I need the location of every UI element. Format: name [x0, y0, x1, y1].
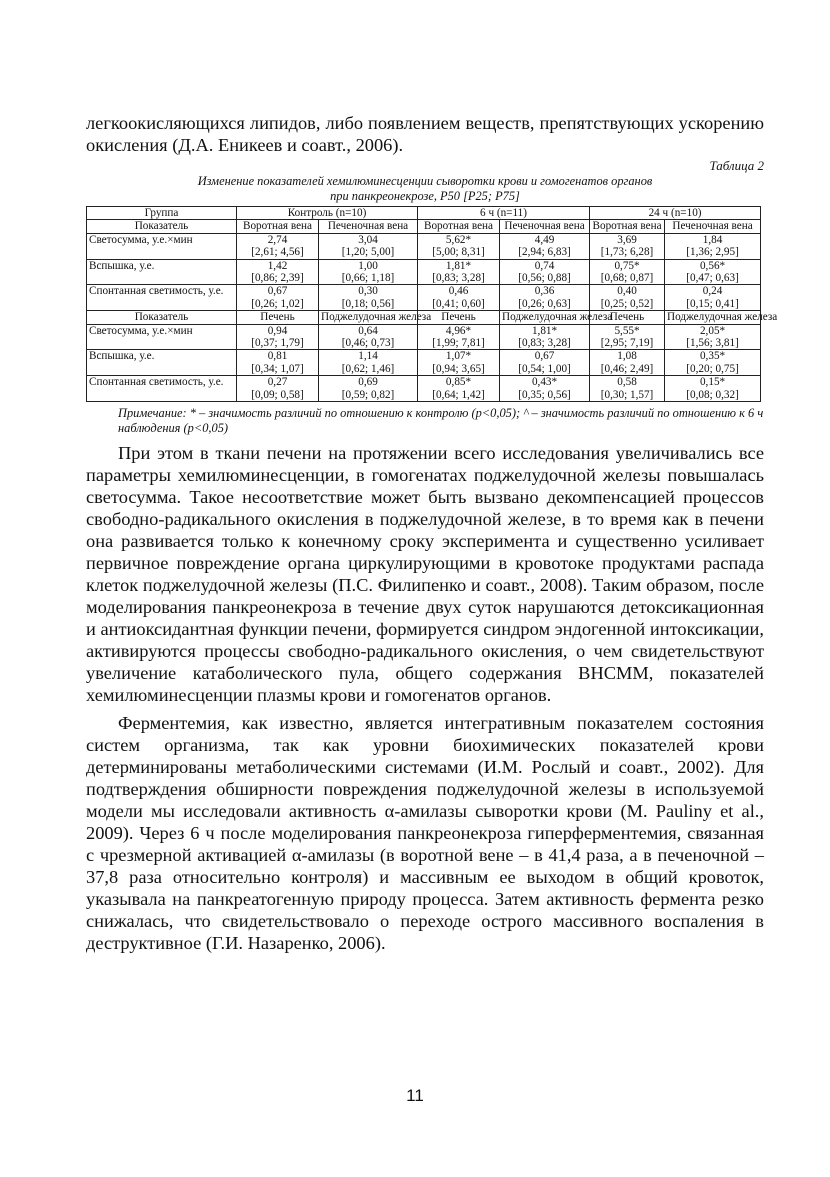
interquartile-range: [0,68; 0,87] — [600, 272, 654, 285]
interquartile-range: [0,46; 0,73] — [341, 337, 395, 350]
value-cell — [590, 350, 665, 376]
row-label-cell: Светосумма, у.е.×мин — [87, 233, 237, 259]
interquartile-range: [0,30; 1,57] — [600, 388, 654, 401]
interquartile-range: [2,94; 6,83] — [518, 246, 571, 259]
column-header-cell: Печеночная вена — [500, 220, 590, 233]
table-group-row — [87, 207, 761, 220]
value-cell — [237, 350, 319, 376]
median-value: 0,30 — [358, 285, 378, 298]
interquartile-range: [0,18; 0,56] — [341, 297, 395, 310]
table-row — [87, 376, 761, 402]
value-cell — [665, 376, 761, 402]
interquartile-range: [0,54; 1,00] — [518, 362, 571, 375]
value-cell — [665, 259, 761, 285]
value-cell — [665, 350, 761, 376]
value-cell — [418, 233, 500, 259]
value-cell — [319, 233, 418, 259]
interquartile-range: [1,73; 6,28] — [600, 246, 654, 259]
interquartile-range: [0,26; 0,63] — [518, 297, 571, 310]
table-caption-line2: при панкреонекрозе, P50 [P25; P75] — [330, 189, 520, 203]
interquartile-range: [1,20; 5,00] — [341, 246, 395, 259]
median-value: 0,35* — [699, 350, 726, 363]
column-header-cell: Печеночная вена — [665, 220, 761, 233]
median-value: 0,46 — [448, 285, 469, 298]
page-content — [86, 112, 778, 954]
interquartile-range: [0,94; 3,65] — [432, 362, 485, 375]
value-cell — [237, 324, 319, 350]
interquartile-range: [0,35; 0,56] — [518, 388, 571, 401]
value-cell — [500, 285, 590, 311]
column-header-cell: Поджелудочная железа — [665, 311, 761, 324]
intro-paragraph: легкоокисляющихся липидов, либо появлением веществ, препятствующих ускорению окисления (Д.А. Еникеев и соавт., 2006). — [86, 113, 764, 155]
median-value: 5,55* — [614, 324, 640, 337]
value-cell — [319, 285, 418, 311]
median-value: 0,64 — [358, 324, 378, 337]
interquartile-range: [0,62; 1,46] — [341, 362, 395, 375]
median-value: 1,08 — [617, 350, 637, 363]
interquartile-range: [0,56; 0,88] — [518, 272, 571, 285]
table-note — [86, 406, 764, 436]
group-cell: 6 ч (n=11) — [418, 207, 590, 220]
column-header-cell: Печень — [237, 311, 319, 324]
value-cell — [500, 350, 590, 376]
interquartile-range: [0,83; 3,28] — [432, 272, 485, 285]
median-value: 0,15* — [699, 376, 726, 389]
table-row — [87, 350, 761, 376]
median-value: 1,07* — [445, 350, 472, 363]
median-value: 0,56* — [699, 259, 726, 272]
median-value: 4,96* — [445, 324, 472, 337]
median-value: 0,24 — [702, 285, 723, 298]
median-value: 2,05* — [699, 324, 726, 337]
column-header-cell: Поджелудочная железа — [319, 311, 418, 324]
interquartile-range: [0,41; 0,60] — [432, 297, 485, 310]
value-cell — [665, 233, 761, 259]
value-cell — [319, 376, 418, 402]
row-label-cell: Светосумма, у.е.×мин — [87, 324, 237, 350]
interquartile-range: [0,59; 0,82] — [341, 388, 395, 401]
value-cell — [418, 285, 500, 311]
paragraph-2: Ферментемия, как известно, является интегративным показателем состояния систем организма, так как уровни биохимических показателей крови детерминированы метаболическими системами (И.М. Рослый и соавт., 2002). Для подтверждения обширности повреждения поджелудочной железы в используемой модели мы исследовали активность α-амилазы сыворотки крови (M. Pauliny et al., 2009). Через 6 ч после моделирования панкреонекроза гиперферментемия, связанная с чрезмерной активацией α-амилазы (в воротной вене – в 41,4 раза, а в печеночной – 37,8 раза относительно контроля) и массивным ее выходом в общий кровоток, указывала на панкреатогенную природу процесса. Затем активность фермента резко снижалась, что свидетельствовало о переходе острого массивного воспаления в деструктивное (Г.И. Назаренко, 2006). — [86, 713, 764, 954]
table-note-text: Примечание: * – значимость различий по отношению к контролю (p<0,05); ^ – значимость различий по отношению к 6 ч наблюдения (p<0,05) — [118, 406, 764, 436]
column-header-cell: Поджелудочная железа — [500, 311, 590, 324]
value-cell — [418, 350, 500, 376]
table-caption-line1: Изменение показателей хемилюминесценции сыворотки крови и гомогенатов органов — [197, 174, 653, 188]
value-cell — [418, 324, 500, 350]
row-label-cell: Вспышка, у.е. — [87, 350, 237, 376]
value-cell — [590, 259, 665, 285]
median-value: 5,62* — [445, 233, 472, 246]
row-label-cell: Спонтанная светимость, у.е. — [87, 285, 237, 311]
value-cell — [319, 324, 418, 350]
interquartile-range: [5,00; 8,31] — [432, 246, 485, 259]
column-header-cell: Воротная вена — [418, 220, 500, 233]
median-value: 1,14 — [358, 350, 378, 363]
interquartile-range: [2,61; 4,56] — [251, 246, 304, 259]
median-value: 0,36 — [534, 285, 555, 298]
median-value: 3,69 — [617, 233, 637, 246]
value-cell — [237, 233, 319, 259]
table-row — [87, 324, 761, 350]
table-label: Таблица 2 — [709, 158, 764, 173]
value-cell — [237, 376, 319, 402]
interquartile-range: [0,37; 1,79] — [251, 337, 304, 350]
interquartile-range: [0,46; 2,49] — [600, 362, 654, 375]
interquartile-range: [1,56; 3,81] — [686, 337, 739, 350]
median-value: 1,81* — [531, 324, 558, 337]
interquartile-range: [0,47; 0,63] — [686, 272, 739, 285]
interquartile-range: [0,86; 2,39] — [251, 272, 304, 285]
median-value: 0,67 — [267, 285, 288, 298]
column-header-cell: Печень — [418, 311, 500, 324]
column-header-cell: Воротная вена — [590, 220, 665, 233]
median-value: 1,84 — [702, 233, 723, 246]
median-value: 0,43* — [531, 376, 558, 389]
value-cell — [665, 285, 761, 311]
interquartile-range: [0,20; 0,75] — [686, 362, 739, 375]
interquartile-range: [0,83; 3,28] — [518, 337, 571, 350]
table-column-header-row — [87, 220, 761, 233]
median-value: 0,75* — [614, 259, 640, 272]
value-cell — [418, 376, 500, 402]
value-cell — [590, 376, 665, 402]
group-cell: Контроль (n=10) — [237, 207, 418, 220]
median-value: 4,49 — [534, 233, 555, 246]
interquartile-range: [2,95; 7,19] — [600, 337, 654, 350]
indicator-header-cell: Показатель — [87, 220, 237, 233]
column-header-cell: Печень — [590, 311, 665, 324]
value-cell — [665, 324, 761, 350]
median-value: 1,81* — [445, 259, 472, 272]
paragraph-1: При этом в ткани печени на протяжении всего исследования увеличивались все параметры хемилюминесценции, в гомогенатах поджелудочной железы повышалась светосумма. Такое несоответствие может быть вызвано декомпенсацией процессов свободно-радикального окисления в поджелудочной железе, в то время как в печени она развивается только к конечному сроку эксперимента и существенно усиливает первичное повреждение органа циркулирующими в кровотоке продуктами распада клеток поджелудочной железы (П.С. Филипенко и соавт., 2008). Таким образом, после моделирования панкреонекроза в течение двух суток нарушаются детоксикационная и антиоксидантная функции печени, формируется синдром эндогенной интоксикации, активируются процессы свободно-радикального окисления, о чем свидетельствуют увеличение катаболического пула, общего содержания ВНСММ, показателей хемилюминесценции плазмы крови и гомогенатов органов. — [86, 443, 764, 706]
median-value: 3,04 — [358, 233, 378, 246]
column-header-cell: Воротная вена — [237, 220, 319, 233]
interquartile-range: [0,08; 0,32] — [686, 388, 739, 401]
value-cell — [418, 259, 500, 285]
median-value: 2,74 — [267, 233, 288, 246]
median-value: 0,69 — [358, 376, 378, 389]
interquartile-range: [0,09; 0,58] — [251, 388, 304, 401]
value-cell — [319, 350, 418, 376]
interquartile-range: [1,36; 2,95] — [686, 246, 739, 259]
median-value: 1,00 — [358, 259, 378, 272]
table-column-header-row — [87, 311, 761, 324]
table-row — [87, 233, 761, 259]
indicator-header-cell: Показатель — [87, 311, 237, 324]
value-cell — [500, 233, 590, 259]
interquartile-range: [1,99; 7,81] — [432, 337, 485, 350]
value-cell — [319, 259, 418, 285]
median-value: 0,74 — [534, 259, 555, 272]
median-value: 0,94 — [267, 324, 288, 337]
interquartile-range: [0,34; 1,07] — [251, 362, 304, 375]
value-cell — [590, 285, 665, 311]
median-value: 0,81 — [267, 350, 288, 363]
interquartile-range: [0,66; 1,18] — [341, 272, 395, 285]
median-value: 0,40 — [617, 285, 637, 298]
value-cell — [590, 324, 665, 350]
group-cell: 24 ч (n=10) — [590, 207, 761, 220]
value-cell — [237, 285, 319, 311]
interquartile-range: [0,64; 1,42] — [432, 388, 485, 401]
interquartile-range: [0,15; 0,41] — [686, 297, 739, 310]
value-cell — [237, 259, 319, 285]
interquartile-range: [0,25; 0,52] — [600, 297, 654, 310]
row-label-cell: Спонтанная светимость, у.е. — [87, 376, 237, 402]
value-cell — [500, 376, 590, 402]
table-row — [87, 285, 761, 311]
median-value: 0,58 — [617, 376, 637, 389]
page-number: 11 — [406, 1086, 424, 1105]
table-row — [87, 259, 761, 285]
value-cell — [590, 233, 665, 259]
median-value: 0,67 — [534, 350, 555, 363]
value-cell — [500, 324, 590, 350]
median-value: 0,85* — [445, 376, 472, 389]
value-cell — [500, 259, 590, 285]
median-value: 0,27 — [267, 376, 288, 389]
row-label-cell: Вспышка, у.е. — [87, 259, 237, 285]
interquartile-range: [0,26; 1,02] — [251, 297, 304, 310]
group-header-cell: Группа — [87, 207, 237, 220]
chemiluminescence-table — [86, 206, 778, 402]
median-value: 1,42 — [267, 259, 288, 272]
column-header-cell: Печеночная вена — [319, 220, 418, 233]
